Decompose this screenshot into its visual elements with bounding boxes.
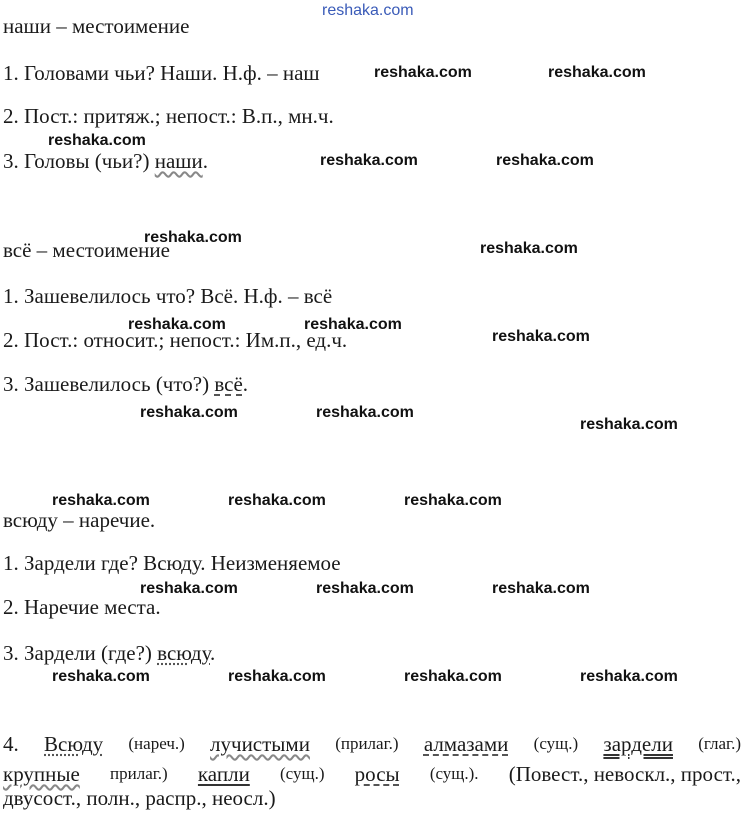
- tag-noun-3: (сущ.).: [429, 764, 479, 783]
- section-3-line-3-end: .: [210, 641, 216, 665]
- section-2-line-3-end: .: [242, 372, 249, 396]
- section-2-line-3: [3, 372, 248, 396]
- section-3-underlined-word: всюду: [157, 641, 210, 665]
- sentence-characteristics-1: (Повест., невоскл., прост.,: [508, 762, 741, 786]
- word-noun-subject: капли: [197, 762, 250, 786]
- word-adjective-2: крупные: [3, 762, 80, 786]
- section-1-line-2: 2. Пост.: притяж.; непост.: В.п., мн.ч.: [3, 104, 334, 128]
- tag-adverb: (нареч.): [128, 734, 185, 753]
- section-3-line-3-text: 3. Зардели (где?): [3, 641, 158, 665]
- section-3-line-1: 1. Зардели где? Всюду. Неизменяемое: [3, 551, 341, 575]
- watermark: reshaka.com: [404, 668, 502, 685]
- watermark: reshaka.com: [492, 328, 590, 345]
- tag-adjective-2: прилаг.): [110, 764, 168, 783]
- tag-noun-1: (сущ.): [533, 734, 579, 753]
- watermark: reshaka.com: [140, 404, 238, 421]
- watermark: reshaka.com: [316, 580, 414, 597]
- watermark: reshaka.com: [548, 64, 646, 81]
- section-3-line-3: [3, 641, 215, 665]
- sentence-characteristics-2: двусост., полн., распр., неосл.): [3, 786, 276, 810]
- analysis-number: 4.: [3, 732, 19, 756]
- watermark: reshaka.com: [48, 132, 146, 149]
- watermark: reshaka.com: [492, 580, 590, 597]
- watermark: reshaka.com: [374, 64, 472, 81]
- word-adverb: Всюду: [44, 732, 104, 756]
- section-2-line-3-text: 3. Зашевелилось (что?): [3, 372, 215, 396]
- section-3-line-2: 2. Наречие места.: [3, 595, 161, 619]
- section-1-line-3: [3, 149, 208, 173]
- watermark: reshaka.com: [304, 316, 402, 333]
- watermark: reshaka.com: [320, 152, 418, 169]
- section-1-underlined-word: наши: [154, 149, 203, 173]
- section-2-underlined-word: всё: [214, 372, 243, 396]
- section-2-line-1: 1. Зашевелилось что? Всё. Н.ф. – всё: [3, 284, 333, 308]
- word-noun-3: росы: [354, 762, 400, 786]
- watermark: reshaka.com: [128, 316, 226, 333]
- section-1-line-3-end: .: [202, 149, 208, 173]
- watermark: reshaka.com: [480, 240, 578, 257]
- watermark: reshaka.com: [52, 492, 150, 509]
- section-1-title: наши – местоимение: [3, 14, 190, 38]
- tag-adjective-1: (прилаг.): [335, 734, 399, 753]
- section-1-line-1: 1. Головами чьи? Наши. Н.ф. – наш: [3, 61, 320, 85]
- section-2-title: всё – местоимение: [3, 238, 170, 262]
- watermark: reshaka.com: [316, 404, 414, 421]
- tag-noun-2: (сущ.): [280, 764, 325, 783]
- watermark: reshaka.com: [52, 668, 150, 685]
- watermark-top: reshaka.com: [322, 2, 414, 19]
- tag-verb: (глаг.): [698, 734, 741, 753]
- watermark: reshaka.com: [228, 492, 326, 509]
- analysis-line-1: [3, 729, 741, 759]
- word-verb: зардели: [603, 732, 673, 756]
- word-noun-1: алмазами: [423, 732, 509, 756]
- watermark: reshaka.com: [496, 152, 594, 169]
- section-1-line-3-text: 3. Головы (чьи?): [3, 149, 155, 173]
- watermark: reshaka.com: [228, 668, 326, 685]
- section-3-title: всюду – наречие.: [3, 508, 156, 532]
- watermark: reshaka.com: [144, 229, 242, 246]
- watermark: reshaka.com: [140, 580, 238, 597]
- section-2-line-2: 2. Пост.: относит.; непост.: Им.п., ед.ч.: [3, 328, 348, 352]
- sentence-analysis: [3, 729, 741, 813]
- word-adjective-1: лучистыми: [210, 732, 310, 756]
- watermark: reshaka.com: [404, 492, 502, 509]
- watermark: reshaka.com: [580, 668, 678, 685]
- watermark: reshaka.com: [580, 416, 678, 433]
